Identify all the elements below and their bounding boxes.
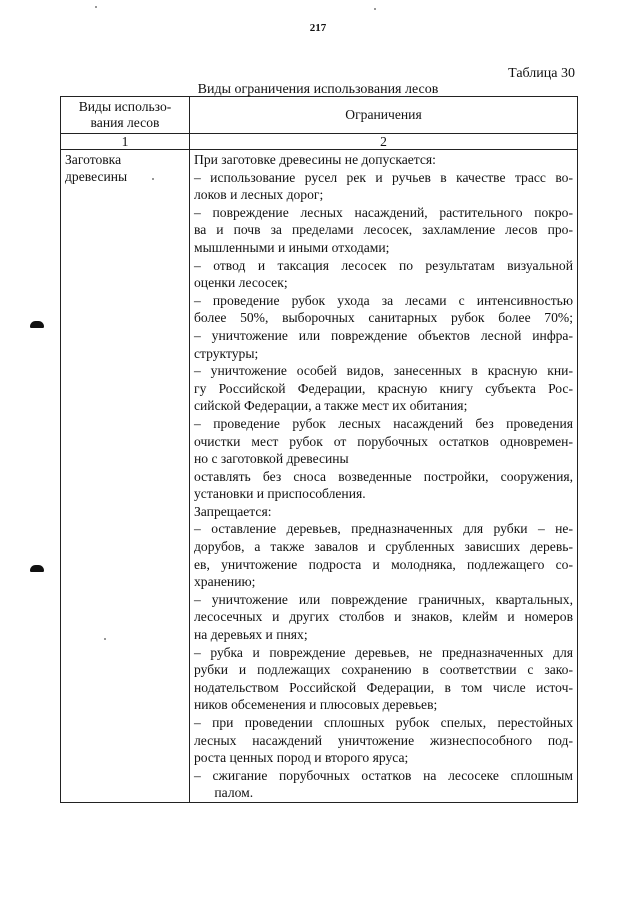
restriction-line: ва и почв за пределами лесосек, захламление лесов про- — [194, 222, 573, 238]
restriction-line: – при проведении сплошных рубок спелых, перестойных — [194, 715, 573, 730]
restriction-line: сийской Федерации, а также мест их обитания; — [194, 398, 468, 414]
restrictions-cell — [190, 150, 578, 803]
restriction-line: на деревьях и пнях; — [194, 627, 308, 643]
restriction-line: роста ценных пород и второго яруса; — [194, 750, 409, 766]
restriction-line: нодательством Российской Федерации, в том числе источ- — [194, 679, 573, 695]
restriction-line: рубки и подлежащих сохранению в соответствии с зако- — [194, 662, 573, 678]
scan-mark-icon — [30, 321, 44, 328]
restriction-line: лесосечных и других столбов и знаков, клейм и номеров — [194, 609, 573, 625]
header-restrictions: Ограничения — [190, 97, 578, 134]
restriction-line: дорубов, а также завалов и срубленных зависших деревь- — [194, 539, 573, 555]
restriction-line: – уничтожение особей видов, занесенных в красную кни- — [194, 363, 573, 379]
restriction-line: Запрещается: — [194, 503, 272, 519]
restriction-line: – использование русел рек и ручьев в качестве трасс во- — [194, 169, 573, 185]
usage-type-line: Заготовка — [65, 152, 122, 167]
usage-type-line: древесины — [65, 169, 128, 184]
restriction-line: – отвод и таксация лесосек по результатам визуальной — [194, 257, 573, 273]
restriction-line: – проведение рубок лесных насаждений без проведения — [194, 415, 573, 431]
restriction-line: лесных насаждений уничтожение жизнеспособного под- — [194, 732, 573, 748]
header-usage-types — [61, 97, 190, 134]
restriction-line: гу Российской Федерации, красную книгу субъекта Рос- — [194, 380, 573, 396]
column-number-row — [61, 134, 578, 150]
header-row — [61, 97, 578, 134]
restriction-line: мышленными и иными отходами; — [194, 239, 390, 255]
restriction-line: оставлять без сноса возведенные постройки, сооружения, — [194, 468, 573, 484]
restriction-line: – рубка и повреждение деревьев, не предназначенных для — [194, 644, 573, 660]
restriction-line: хранению; — [194, 574, 256, 590]
restriction-line: – сжигание порубочных остатков на лесосеке сплошным — [194, 767, 573, 783]
restriction-line: палом. — [194, 785, 254, 801]
table-title: Виды ограничения использования лесов — [197, 82, 439, 97]
column-number-2: 2 — [190, 134, 578, 150]
restriction-line: – проведение рубок ухода за лесами с интенсивностью — [194, 292, 573, 308]
header-usage-types-line: Виды использо- — [78, 99, 172, 114]
restriction-line: При заготовке древесины не допускается: — [194, 152, 436, 167]
restriction-line: структуры; — [194, 345, 259, 361]
restriction-line: оценки лесосек; — [194, 275, 288, 291]
header-usage-types-line: вания лесов — [90, 115, 160, 130]
scan-speck — [152, 178, 154, 180]
restriction-line: более 50%, выборочных санитарных рубок более 70%; — [194, 310, 573, 326]
table-number: Таблица 30 — [508, 66, 575, 81]
restriction-line: очистки мест рубок от порубочных остатков одновремен- — [194, 433, 573, 449]
column-number-1: 1 — [61, 134, 190, 150]
restriction-line: – повреждение лесных насаждений, растительного покро- — [194, 204, 573, 220]
restriction-line: но с заготовкой древесины — [194, 451, 349, 467]
restrictions-table-container — [60, 96, 577, 803]
restriction-line: установки и приспособления. — [194, 486, 366, 502]
page-number: 217 — [309, 22, 327, 34]
restriction-line: – уничтожение или повреждение объектов лесной инфра- — [194, 327, 573, 343]
usage-type-cell — [61, 150, 190, 803]
scan-speck — [374, 8, 376, 10]
scan-speck — [95, 6, 97, 8]
restrictions-table — [60, 96, 578, 803]
scan-speck — [104, 638, 106, 640]
table-row — [61, 150, 578, 803]
restriction-line: ников обсеменения и плюсовых деревьев; — [194, 697, 438, 713]
restriction-line: – оставление деревьев, предназначенных для рубки – не- — [194, 521, 573, 537]
restriction-line: – уничтожение или повреждение граничных, квартальных, — [194, 591, 573, 607]
restriction-line: ев, уничтожение подроста и молодняка, подлежащего со- — [194, 556, 573, 572]
scan-mark-icon — [30, 565, 44, 572]
restriction-line: локов и лесных дорог; — [194, 187, 324, 203]
